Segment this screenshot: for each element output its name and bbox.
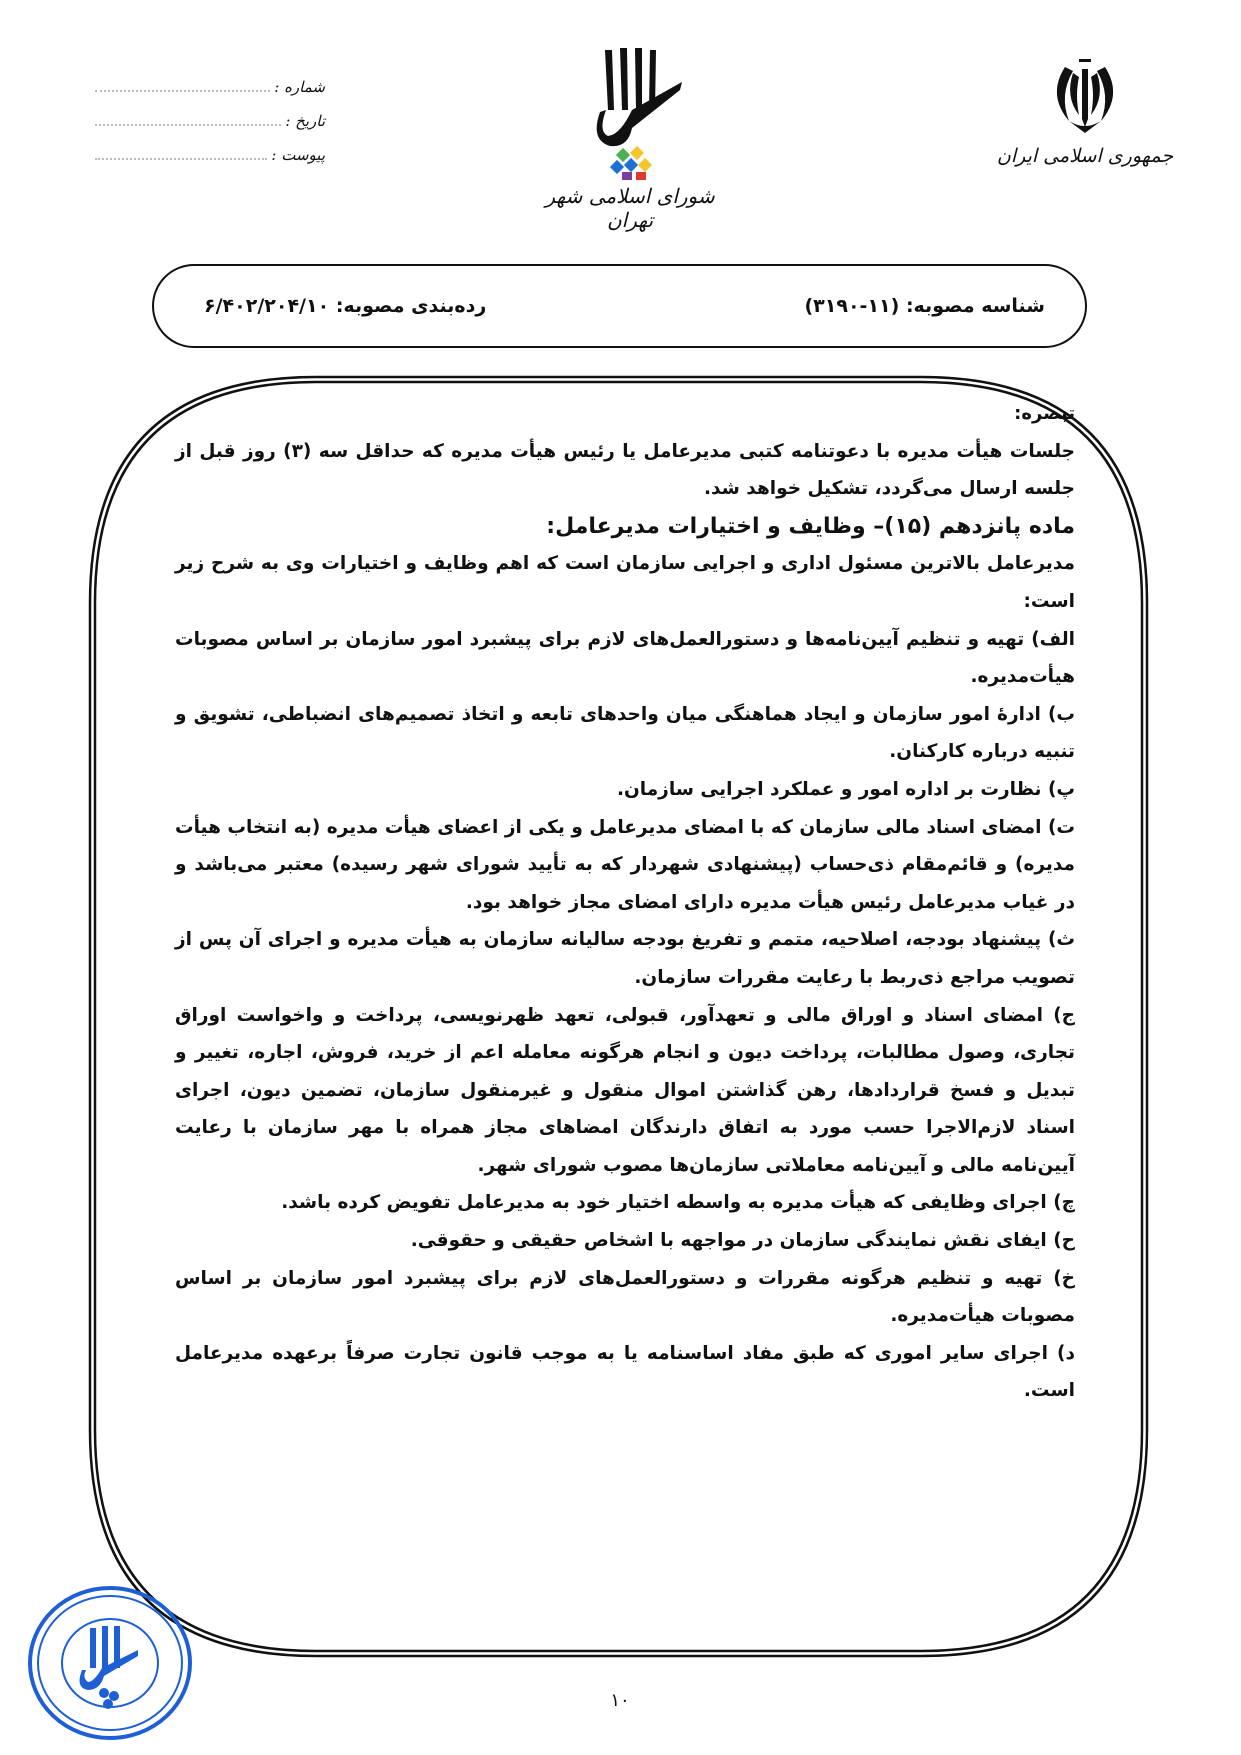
list-item: ت) امضای اسناد مالی سازمان که با امضای مدیرعامل و یکی از اعضای هیأت مدیره (به انتخاب هیأت مدیره) و قائم‌مقام ذی‌حساب (پیشنهادی شهردار که به تأیید شورای شهر رسیده) معتبر می‌باشد و در غیاب مدیرعامل رئیس هیأت مدیره دارای امضای مجاز خواهد بود. [175,816,1075,913]
list-item: ح) ایفای نقش نمایندگی سازمان در مواجهه با اشخاص حقیقی و حقوقی. [410,1230,1075,1252]
resolution-id-box [152,264,1087,348]
field-number-label: شماره : [274,78,325,96]
field-attachment-line [95,158,267,160]
list-item: ث) پیشنهاد بودجه، اصلاحیه، متمم و تفریغ بودجه سالیانه سازمان به هیأت مدیره و اجرای آن پس از تصویب مراجع ذی‌ربط با رعایت مقررات سازمان. [175,929,1075,988]
iran-emblem [990,55,1180,167]
field-date-label: تاریخ : [285,112,325,130]
letter-fields [95,70,325,172]
list-item: ج) امضای اسناد و اوراق مالی و تعهدآور، قبولی، تعهد ظهرنویسی، پرداخت و واخواست اوراق تجاری، وصول مطالبات، پرداخت دیون و انجام هرگونه معامله اعم از خرید، فروش، اجاره، تغییر و تبدیل و فسخ قراردادها، رهن گذاشتن اموال منقول و غیرمنقول سازمان، تضمین دیون، اجرای اسناد لازم‌الاجرا حسب مورد به اتفاق دارندگان امضاهای مجاز همراه با مهر سازمان با رعایت آیین‌نامه مالی و آیین‌نامه معاملاتی سازمان‌ها مصوب شورای شهر. [175,1004,1075,1176]
list-item: خ) تهیه و تنظیم هرگونه مقررات و دستورالعمل‌های لازم برای پیشبرد امور سازمان بر اساس مصوبات هیأت‌مدیره. [175,1267,1075,1327]
field-number-line [95,90,270,92]
article-title: ماده پانزدهم (۱۵)– وظایف و اختیارات مدیرعامل: [546,513,1075,539]
field-number [95,70,325,104]
council-logo [530,40,730,232]
document-body [175,395,1075,1410]
list-item: الف) تهیه و تنظیم آیین‌نامه‌ها و دستورالعمل‌های لازم برای پیشبرد امور سازمان بر اساس مصوبات هیأت‌مدیره. [175,628,1075,688]
article-intro: مدیرعامل بالاترین مسئول اداری و اجرایی سازمان است که اهم وظایف و اختیارات وی به شرح زیر است: [175,553,1075,612]
list-item: چ) اجرای وظایفی که هیأت مدیره به واسطه اختیار خود به مدیرعامل تفویض کرده باشد. [281,1192,1075,1214]
emblem-caption: جمهوری اسلامی ایران [996,145,1174,167]
list-item: ب) ادارهٔ امور سازمان و ایجاد هماهنگی میان واحدهای تابعه و اتخاذ تصمیم‌های انضباطی، تشویق و تنبیه درباره کارکنان. [175,703,1075,763]
tehran-city-council-logo-icon [570,40,690,180]
iran-emblem-icon [1045,55,1125,135]
note-text: جلسات هیأت مدیره با دعوتنامه کتبی مدیرعامل یا رئیس هیأت مدیره که حداقل سه (۳) روز قبل از جلسه ارسال می‌گردد، تشکیل خواهد شد. [175,440,1075,500]
field-date-line [95,124,281,126]
list-item: پ) نظارت بر اداره امور و عملکرد اجرایی سازمان. [616,778,1075,800]
field-attachment-label: پیوست : [271,146,325,164]
council-seal-stamp-icon [20,1578,200,1743]
field-attachment [95,138,325,172]
resolution-classification: رده‌بندی مصوبه: ۶/۴۰۲/۲۰۴/۱۰ [204,295,487,317]
council-caption: شورای اسلامی شهر تهران [545,184,715,232]
note-heading: تبصره: [1014,403,1075,424]
page-number: ۱۰ [610,1690,630,1711]
list-item: د) اجرای سایر اموری که طبق مفاد اساسنامه یا به موجب قانون تجارت صرفاً برعهده مدیرعامل است. [175,1342,1075,1402]
resolution-id: شناسه مصوبه: (۱۱-۳۱۹۰) [804,295,1045,317]
field-date [95,104,325,138]
